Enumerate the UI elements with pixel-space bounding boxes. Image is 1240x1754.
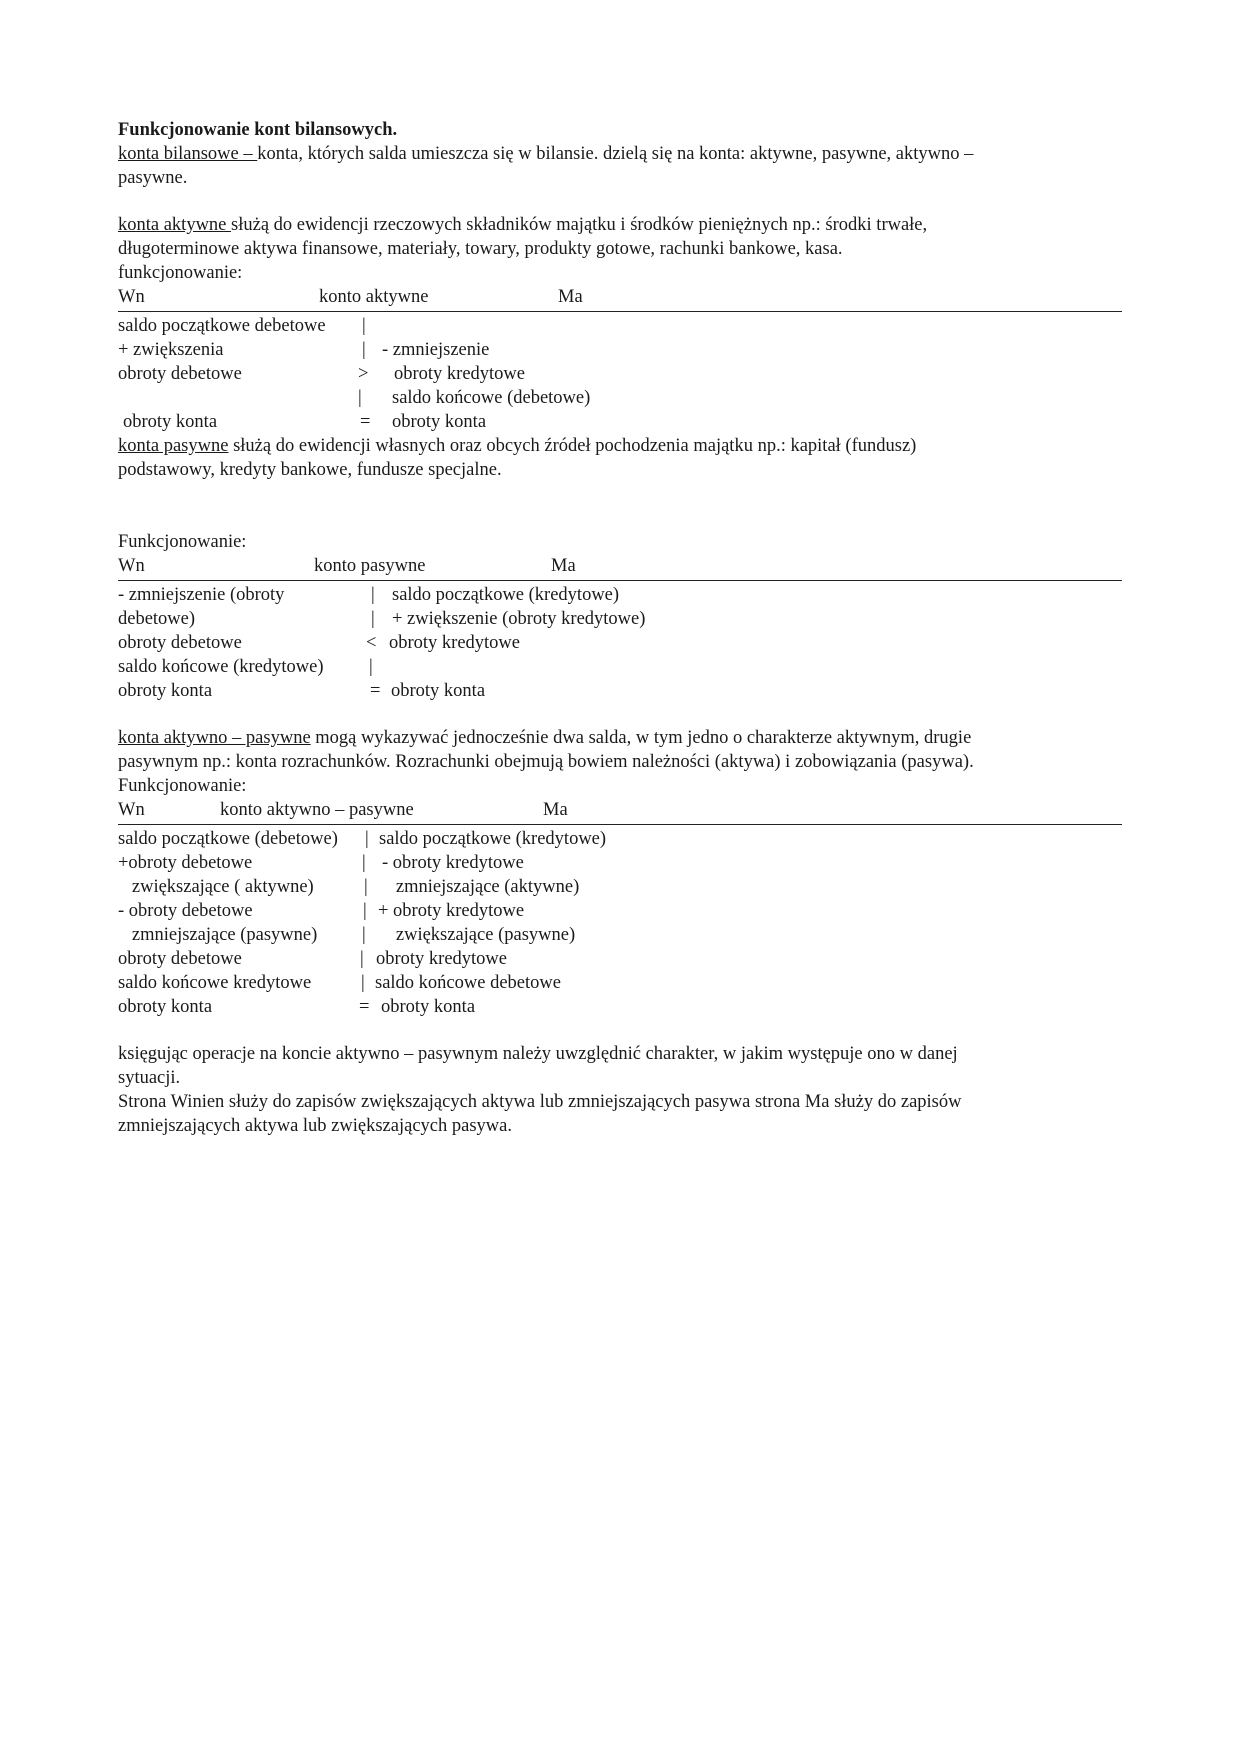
aktywno-pasywne-row-left: zmniejszające (pasywne)	[118, 925, 318, 945]
aktywne-row-right: - zmniejszenie	[382, 340, 490, 360]
aktywno-pasywne-row-right: saldo końcowe debetowe	[375, 973, 561, 993]
aktywno-pasywne-row-left: obroty debetowe	[118, 949, 242, 969]
aktywno-pasywne-row-right: + obroty kredytowe	[378, 901, 525, 921]
aktywno-pasywne-row-left: saldo początkowe (debetowe)	[118, 829, 338, 849]
aktywno-pasywne-header-name: konto aktywno – pasywne	[220, 800, 414, 820]
pasywne-header-ma: Ma	[551, 556, 576, 576]
aktywne-row-sep: =	[360, 412, 371, 432]
pasywne-t-account-rule	[118, 580, 1122, 581]
aktywno-pasywne-row-right: saldo początkowe (kredytowe)	[379, 829, 607, 849]
aktywno-pasywne-row-right: zwiększające (pasywne)	[382, 925, 576, 945]
pasywne-paragraph	[118, 434, 916, 458]
pasywne-row-sep: |	[369, 657, 373, 677]
pasywne-text-line2: podstawowy, kredyty bankowe, fundusze specjalne.	[118, 460, 502, 480]
pasywne-row-left: - zmniejszenie (obroty	[118, 585, 285, 605]
closing-text: Strona Winien służy do zapisów zwiększających aktywa lub zmniejszających pasywa strona Ma służy do zapisów	[118, 1092, 962, 1112]
aktywne-row-sep: >	[358, 364, 369, 384]
aktywne-row-left: saldo początkowe debetowe	[118, 316, 326, 336]
closing-text: sytuacji.	[118, 1068, 181, 1088]
term-konta-bilansowe: konta bilansowe –	[118, 144, 258, 164]
pasywne-row-sep: =	[370, 681, 381, 701]
aktywno-pasywne-label: Funkcjonowanie:	[118, 776, 247, 796]
pasywne-header-wn: Wn	[118, 556, 145, 576]
aktywno-pasywne-row-sep: |	[362, 925, 366, 945]
aktywno-pasywne-row-left: - obroty debetowe	[118, 901, 253, 921]
document-title: Funkcjonowanie kont bilansowych.	[118, 120, 398, 140]
aktywne-row-sep: |	[362, 340, 366, 360]
pasywne-row-right: + zwiększenie (obroty kredytowe)	[392, 609, 646, 629]
aktywne-row-sep: |	[358, 388, 362, 408]
aktywne-text: służą do ewidencji rzeczowych składników majątku i środków pieniężnych np.: środki trwałe,	[231, 215, 928, 235]
intro-text: konta, których salda umieszcza się w bilansie. dzielą się na konta: aktywne, pasywne, aktywno –	[257, 144, 974, 164]
term-konta-pasywne: konta pasywne	[118, 436, 229, 456]
aktywne-header-ma: Ma	[558, 287, 583, 307]
pasywne-label: Funkcjonowanie:	[118, 532, 247, 552]
aktywno-pasywne-row-sep: |	[364, 877, 368, 897]
aktywne-row-sep: |	[362, 316, 366, 336]
pasywne-row-right: obroty konta	[391, 681, 486, 701]
aktywne-text-line2: długoterminowe aktywa finansowe, materiały, towary, produkty gotowe, rachunki bankowe, kasa.	[118, 239, 843, 259]
closing-text: księgując operacje na koncie aktywno – pasywnym należy uwzględnić charakter, w jakim występuje ono w danej	[118, 1044, 958, 1064]
pasywne-row-right: saldo początkowe (kredytowe)	[392, 585, 620, 605]
aktywno-pasywne-paragraph	[118, 726, 971, 750]
closing-text: zmniejszających aktywa lub zwiększających pasywa.	[118, 1116, 512, 1136]
aktywno-pasywne-row-sep: =	[359, 997, 370, 1017]
aktywne-row-right: saldo końcowe (debetowe)	[392, 388, 591, 408]
aktywno-pasywne-row-sep: |	[362, 853, 366, 873]
pasywne-row-sep: |	[371, 609, 375, 629]
aktywno-pasywne-row-right: obroty kredytowe	[376, 949, 508, 969]
intro-paragraph	[118, 142, 973, 166]
aktywno-pasywne-row-left: +obroty debetowe	[118, 853, 253, 873]
aktywne-row-left: + zwiększenia	[118, 340, 224, 360]
aktywne-label: funkcjonowanie:	[118, 263, 243, 283]
pasywne-row-sep: |	[371, 585, 375, 605]
aktywne-row-left: obroty debetowe	[118, 364, 242, 384]
aktywno-pasywne-row-left: obroty konta	[118, 997, 213, 1017]
pasywne-row-left: obroty debetowe	[118, 633, 242, 653]
pasywne-text: służą do ewidencji własnych oraz obcych źródeł pochodzenia majątku np.: kapitał (fundusz)	[228, 436, 917, 456]
aktywno-pasywne-row-sep: |	[363, 901, 367, 921]
aktywne-header-name: konto aktywne	[319, 287, 429, 307]
aktywno-pasywne-row-left: saldo końcowe kredytowe	[118, 973, 312, 993]
aktywne-row-left: obroty konta	[123, 412, 218, 432]
term-konta-aktywne: konta aktywne	[118, 215, 232, 235]
aktywne-t-account-rule	[118, 311, 1122, 312]
aktywne-row-right: obroty kredytowe	[394, 364, 526, 384]
aktywno-pasywne-row-right: zmniejszające (aktywne)	[382, 877, 580, 897]
pasywne-row-left: saldo końcowe (kredytowe)	[118, 657, 324, 677]
aktywno-pasywne-t-account-rule	[118, 824, 1122, 825]
aktywno-pasywne-row-left: zwiększające ( aktywne)	[118, 877, 314, 897]
aktywno-pasywne-text-line2: pasywnym np.: konta rozrachunków. Rozrachunki obejmują bowiem należności (aktywa) i zobowiązania (pasywa).	[118, 752, 974, 772]
aktywne-paragraph	[118, 213, 927, 237]
aktywno-pasywne-text: mogą wykazywać jednocześnie dwa salda, w tym jedno o charakterze aktywnym, drugie	[310, 728, 972, 748]
pasywne-row-left: debetowe)	[118, 609, 196, 629]
aktywno-pasywne-row-sep: |	[365, 829, 369, 849]
aktywno-pasywne-row-right: - obroty kredytowe	[382, 853, 524, 873]
pasywne-row-sep: <	[366, 633, 377, 653]
aktywno-pasywne-header-ma: Ma	[543, 800, 568, 820]
aktywno-pasywne-row-right: obroty konta	[381, 997, 476, 1017]
pasywne-row-left: obroty konta	[118, 681, 213, 701]
aktywno-pasywne-row-sep: |	[361, 973, 365, 993]
aktywne-row-right: obroty konta	[392, 412, 487, 432]
pasywne-header-name: konto pasywne	[314, 556, 426, 576]
term-konta-aktywno-pasywne: konta aktywno – pasywne	[118, 728, 311, 748]
aktywne-header-wn: Wn	[118, 287, 145, 307]
aktywno-pasywne-header-wn: Wn	[118, 800, 145, 820]
intro-text-line2: pasywne.	[118, 168, 188, 188]
aktywno-pasywne-row-sep: |	[360, 949, 364, 969]
pasywne-row-right: obroty kredytowe	[389, 633, 521, 653]
